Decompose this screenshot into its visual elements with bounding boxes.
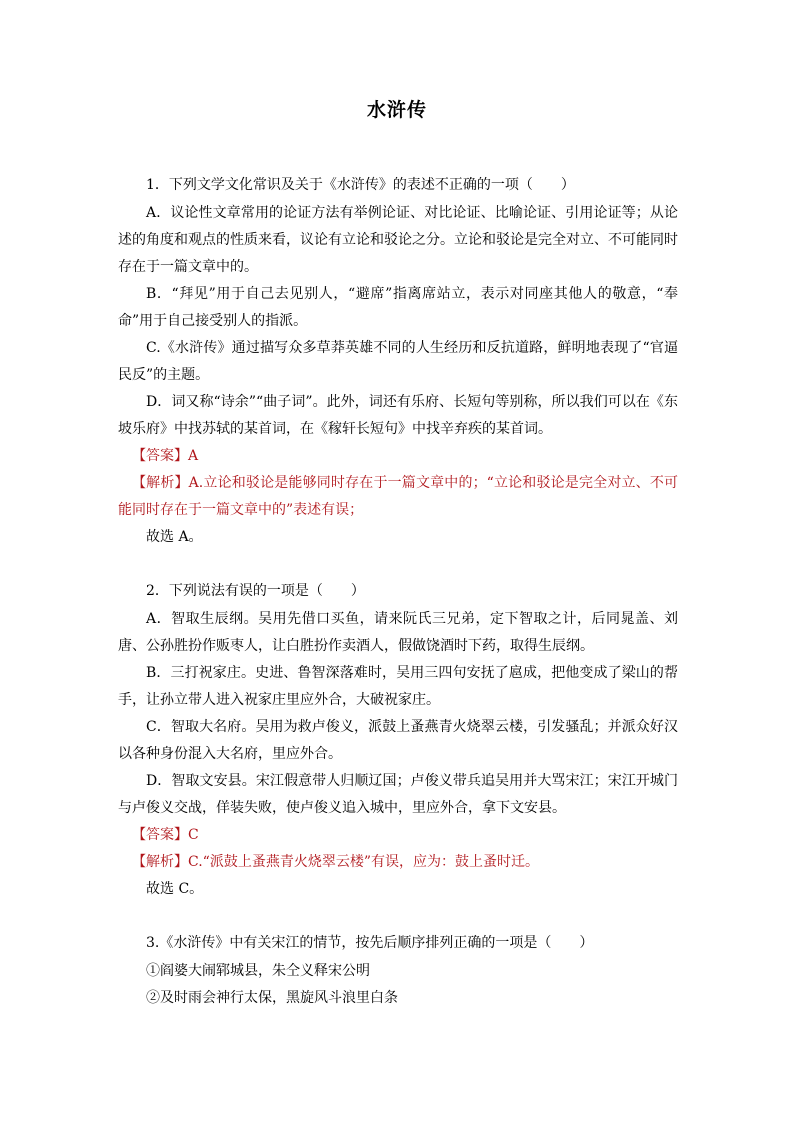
question-2 [118,578,678,903]
option-c: C．智取大名府。吴用为救卢俊义，派鼓上蚤燕青火烧翠云楼，引发骚乱；并派众好汉以各种身份混入大名府，里应外合。 [118,719,678,762]
option-a: A．智取生辰纲。吴用先借口买鱼，请来阮氏三兄弟，定下智取之计，后同晁盖、刘唐、公孙胜扮作贩枣人，让白胜扮作卖酒人，假做饶酒时下药，取得生辰纲。 [118,611,678,654]
question-3 [118,930,678,1012]
option-a: A．议论性文章常用的论证方法有举例论证、对比论证、比喻论证、引用论证等；从论述的角度和观点的性质来看，议论有立论和驳论之分。立论和驳论是完全对立、不可能同时存在于一篇文章中的。 [118,205,678,275]
answer-label: 【答案】A [132,448,199,464]
choose-text: 故选 C。 [146,881,204,897]
option-b: B．“拜见”用于自己去见别人，“避席”指离席站立，表示对同座其他人的敬意，“奉命”用于自己接受别人的指派。 [118,286,678,329]
analysis-text: 【解析】C.“派鼓上蚤燕青火烧翠云楼”有误，应为：鼓上蚤时迁。 [132,854,539,870]
spacer [118,903,678,930]
question-stem: 1．下列文学文化常识及关于《水浒传》的表述不正确的一项（ ） [146,177,575,193]
answer-label: 【答案】C [132,827,199,843]
analysis-text: 【解析】A.立论和驳论是能够同时存在于一篇文章中的；“立论和驳论是完全对立、不可能同时存在于一篇文章中的”表述有误； [118,475,678,518]
choose-text: 故选 A。 [146,529,203,545]
document-body [118,172,678,1012]
question-stem: 3.《水浒传》中有关宋江的情节，按先后顺序排列正确的一项是（ ） [146,935,594,951]
document-title: 水浒传 [366,99,427,121]
list-item: ②及时雨会神行太保，黑旋风斗浪里白条 [146,990,398,1006]
question-1 [118,172,678,551]
spacer [118,551,678,578]
option-c: C.《水浒传》通过描写众多草莽英雄不同的人生经历和反抗道路，鲜明地表现了“官逼民反”的主题。 [118,340,678,383]
option-b: B．三打祝家庄。史进、鲁智深落难时，吴用三四句安抚了扈成，把他变成了梁山的帮手，让孙立带人进入祝家庄里应外合，大破祝家庄。 [118,665,678,708]
question-stem: 2．下列说法有误的一项是（ ） [146,583,365,599]
option-d: D．智取文安县。宋江假意带人归顺辽国；卢俊义带兵追吴用并大骂宋江；宋江开城门与卢俊义交战，佯装失败，使卢俊义追入城中，里应外合，拿下文安县。 [118,773,678,816]
option-d: D．词又称“诗余”“曲子词”。此外，词还有乐府、长短句等别称，所以我们可以在《东坡乐府》中找苏轼的某首词，在《稼轩长短句》中找辛弃疾的某首词。 [118,394,678,437]
list-item: ①阎婆大闹郓城县，朱仝义释宋公明 [146,963,370,979]
